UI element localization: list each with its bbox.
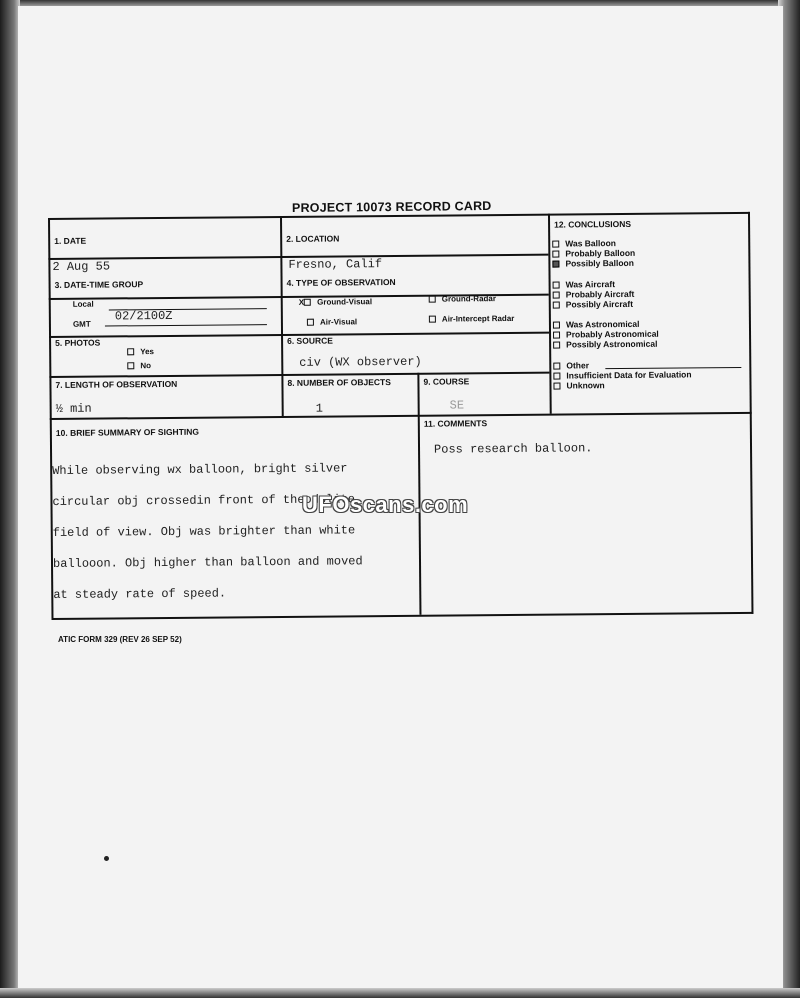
length-value xyxy=(56,402,92,416)
summary-line: circular obj crossedin front of theodolite xyxy=(52,491,355,509)
date-label: 1. DATE xyxy=(54,235,87,246)
number-of-objects-value: 1 xyxy=(315,401,323,416)
length-label: 7. LENGTH OF OBSERVATION xyxy=(55,378,178,390)
form-footer: ATIC FORM 329 (REV 26 SEP 52) xyxy=(58,635,182,644)
location-value: Fresno, Calif xyxy=(288,257,383,272)
conclusions-label: 12. CONCLUSIONS xyxy=(554,218,632,230)
local-label: Local xyxy=(72,299,94,309)
ground-visual-checkbox xyxy=(304,299,311,306)
air-visual-checkbox xyxy=(307,319,314,326)
conclusion-checkbox xyxy=(552,241,559,248)
col-divider-mid xyxy=(280,216,284,416)
gmt-label: GMT xyxy=(72,319,91,329)
row-divider-5 xyxy=(50,412,752,420)
conclusion-checkbox xyxy=(553,292,560,299)
photos-yes-option xyxy=(127,347,154,356)
conclusion-item: Probably Aircraft xyxy=(553,289,635,300)
conclusion-item: Possibly Aircraft xyxy=(553,299,633,310)
photos-no-checkbox xyxy=(127,363,134,370)
air-intercept-radar-option xyxy=(429,314,515,324)
ground-radar-option xyxy=(429,294,496,304)
date-time-group-label: 3. DATE-TIME GROUP xyxy=(54,279,144,290)
source-label: 6. SOURCE xyxy=(287,335,333,346)
air-intercept-radar-checkbox xyxy=(429,316,436,323)
col-divider-right xyxy=(548,214,552,414)
conclusion-checkbox xyxy=(553,363,560,370)
gmt-value: 02/2100Z xyxy=(114,308,173,324)
ground-visual-text: Ground-Visual xyxy=(317,297,373,307)
conclusion-checkbox xyxy=(553,373,560,380)
air-visual-text: Air-Visual xyxy=(319,317,358,327)
air-intercept-radar-text: Air-Intercept Radar xyxy=(441,313,515,324)
conclusion-checkbox xyxy=(553,342,560,349)
photos-no-option xyxy=(127,361,151,370)
ground-radar-text: Ground-Radar xyxy=(441,294,496,304)
card-title: PROJECT 10073 RECORD CARD xyxy=(291,198,492,216)
paper-speck xyxy=(104,856,109,861)
conclusion-item: Probably Balloon xyxy=(552,248,635,259)
conclusion-checkbox xyxy=(553,282,560,289)
date-value: 2 Aug 55 xyxy=(52,259,111,274)
source-value: civ (WX observer) xyxy=(299,354,422,370)
summary-text xyxy=(52,445,413,619)
summary-label: 10. BRIEF SUMMARY OF SIGHTING xyxy=(55,426,200,438)
conclusion-item: Probably Astronomical xyxy=(553,329,659,340)
scan-edge-left xyxy=(0,0,20,998)
conclusion-checkbox xyxy=(553,322,560,329)
summary-line: While observing wx balloon, bright silver xyxy=(52,460,348,478)
ground-visual-mark: X xyxy=(298,297,305,307)
scan-edge-bottom xyxy=(0,988,800,998)
gmt-underline xyxy=(105,324,267,326)
ground-visual-option xyxy=(299,297,372,307)
photos-label: 5. PHOTOS xyxy=(55,337,101,348)
photos-yes-text: Yes xyxy=(140,347,155,357)
photos-yes-checkbox xyxy=(127,349,134,356)
length-fraction: ½ xyxy=(55,401,63,416)
summary-line: at steady rate of speed. xyxy=(53,585,227,602)
type-of-observation-label: 4. TYPE OF OBSERVATION xyxy=(286,276,396,288)
conclusion-item: Insufficient Data for Evaluation xyxy=(553,369,691,380)
ground-radar-checkbox xyxy=(429,296,436,303)
conclusion-checkbox-checked xyxy=(552,261,559,268)
conclusion-item: Was Aircraft xyxy=(553,279,616,290)
conclusion-item: Was Balloon xyxy=(552,238,616,249)
air-visual-option xyxy=(307,317,357,326)
comments-label: 11. COMMENTS xyxy=(423,418,488,429)
conclusion-item: Other xyxy=(553,360,589,370)
summary-line: ballooon. Obj higher than balloon and moved xyxy=(52,553,363,571)
conclusion-checkbox xyxy=(553,383,560,390)
conclusion-checkbox xyxy=(553,332,560,339)
watermark-text: UFOscans.com xyxy=(302,492,469,517)
number-of-objects-label: 8. NUMBER OF OBJECTS xyxy=(287,377,391,388)
conclusion-item: Was Astronomical xyxy=(553,319,640,330)
summary-line: field of view. Obj was brighter than white xyxy=(52,522,356,540)
length-unit: min xyxy=(70,401,92,416)
conclusion-item: Possibly Astronomical xyxy=(553,339,657,350)
conclusion-checkbox xyxy=(553,302,560,309)
photos-no-text: No xyxy=(140,361,152,371)
record-card xyxy=(48,212,753,620)
conclusion-checkbox xyxy=(552,251,559,258)
course-value: SE xyxy=(449,398,465,413)
location-label: 2. LOCATION xyxy=(286,233,340,244)
conclusion-item: Unknown xyxy=(553,380,604,390)
course-label: 9. COURSE xyxy=(423,376,470,387)
comments-value: Poss research balloon. xyxy=(433,441,593,457)
conclusion-item-checked: Possibly Balloon xyxy=(552,258,634,269)
